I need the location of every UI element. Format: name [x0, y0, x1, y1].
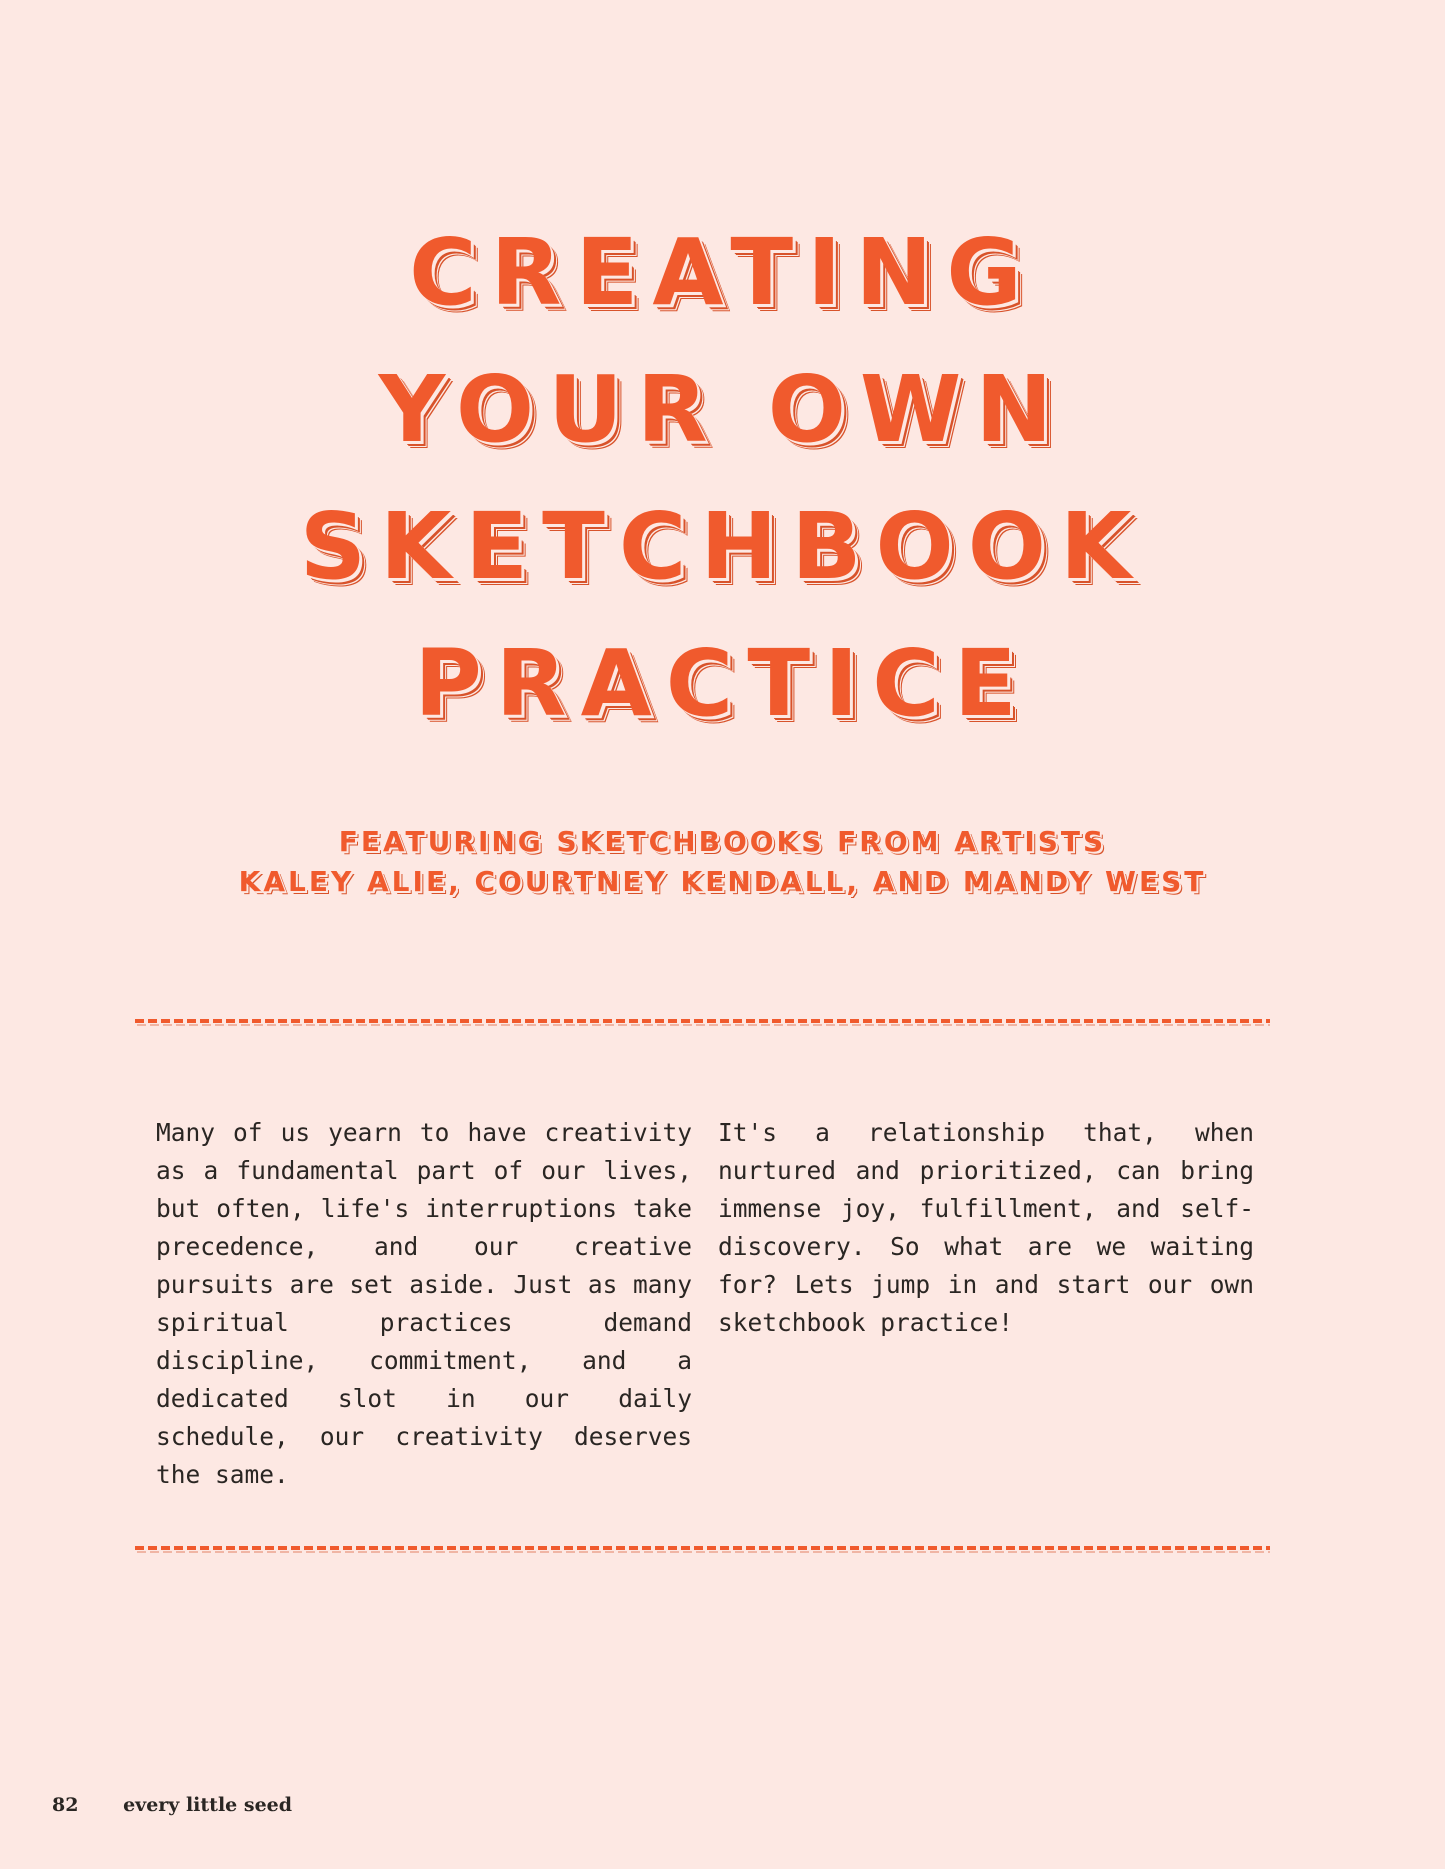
subtitle-line-1: FEATURING SKETCHBOOKS FROM ARTISTS: [338, 825, 1107, 858]
title-line-1: CREATING: [409, 219, 1036, 326]
title-line-2: YOUR OWN: [378, 356, 1067, 463]
page-footer: [52, 1794, 292, 1816]
subtitle: [0, 822, 1445, 902]
subtitle-line-2: KALEY ALIE, COURTNEY KENDALL, AND MANDY WEST: [238, 865, 1207, 898]
title-line-3: SKETCHBOOK: [299, 493, 1146, 600]
body-column-2: It's a relationship that, when nurtured and prioritized, can bring immense joy, fulfillment, and self-discovery. So what are we waiting for? Lets jump in and start our own sketchbook practice!: [718, 1118, 1254, 1337]
page-number: 82: [52, 1794, 79, 1816]
page-title: [0, 204, 1445, 752]
title-line-4: PRACTICE: [414, 630, 1031, 737]
body-column-1: Many of us yearn to have creativity as a fundamental part of our lives, but often, life's interruptions take precedence, and our creative pursuits are set aside. Just as many spiritual practices demand discipline, commitment, and a dedicated slot in our daily schedule, our creativity deserves the same.: [156, 1118, 692, 1489]
bottom-dashed-divider: [135, 1543, 1270, 1555]
publication-name: every little seed: [123, 1794, 293, 1816]
top-dashed-divider: [135, 1016, 1270, 1028]
